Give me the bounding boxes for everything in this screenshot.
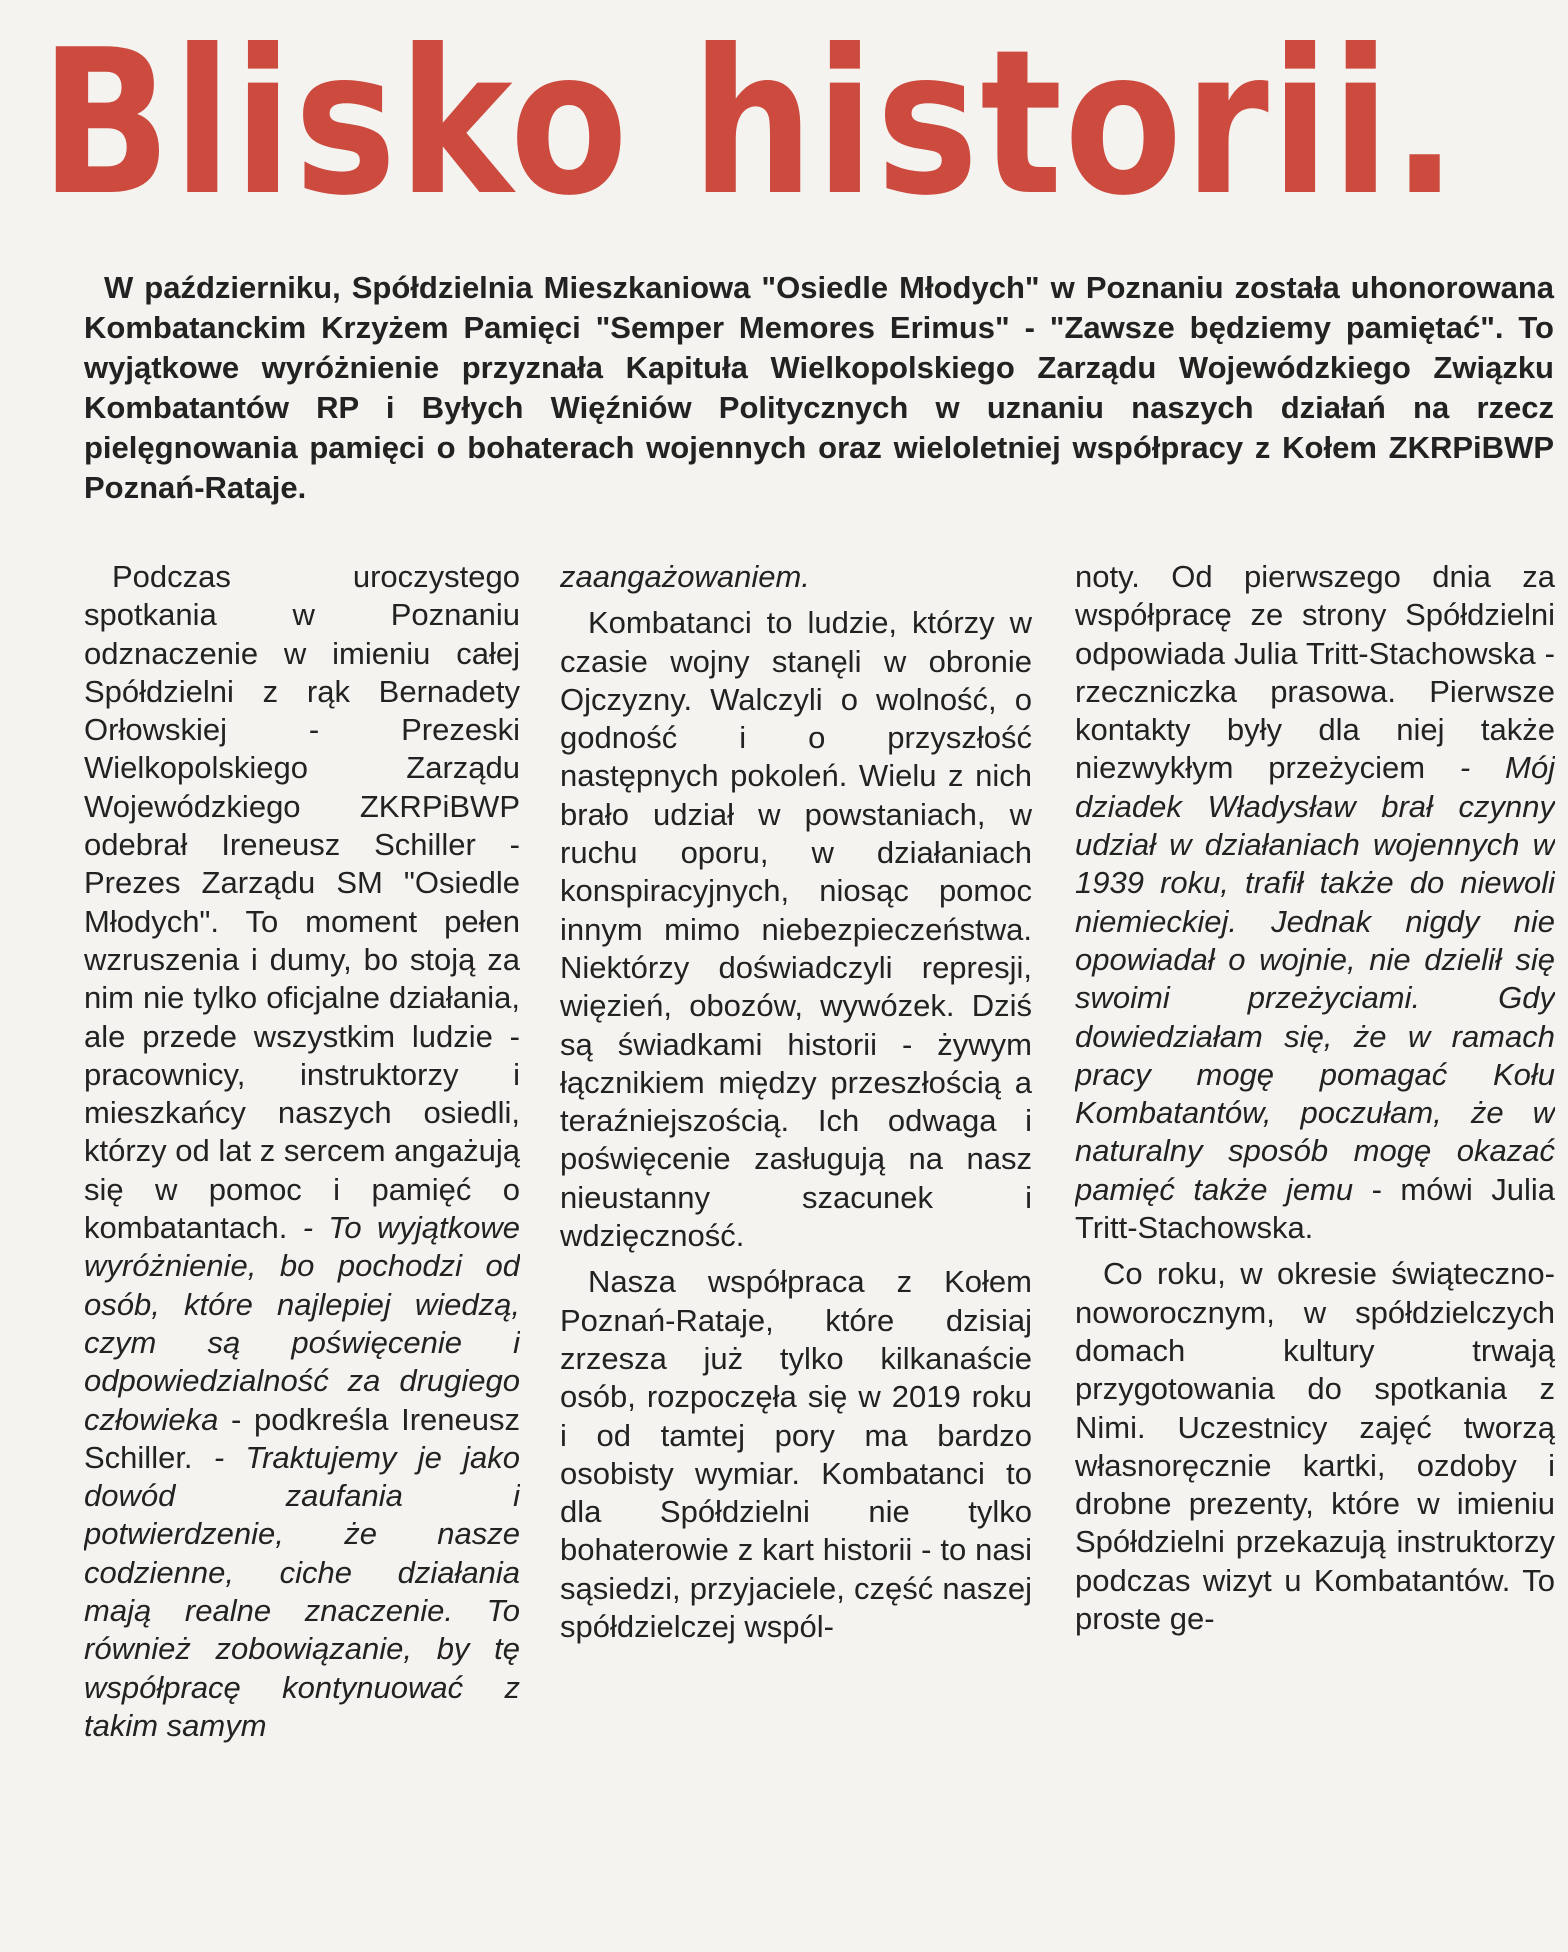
article-column-2 — [560, 558, 1032, 1948]
lead-paragraph: W październiku, Spółdzielnia Mieszkaniowa "Osiedle Młodych" w Poznaniu została uhonorowana Kombatanckim Krzyżem Pamięci "Semper Memores Erimus" - "Zawsze będziemy pamiętać". To wyjątkowe wyróżnienie przyznała Kapituła Wielkopolskiego Zarządu Wojewódzkiego Związku Kombatantów RP i Byłych Więźniów Politycznych w uznaniu naszych działań na rzecz pielęgnowania pamięci o bohaterach wojennych oraz wieloletniej współpracy z Kołem ZKRPiBWP Poznań-Rataje. — [84, 270, 1554, 505]
paragraph-2: Kombatanci to ludzie, którzy w czasie wojny stanęli w obronie Ojczyzny. Walczyli o wolność, o godność i o przyszłość następnych pokoleń. Wielu z nich brało udział w powstaniach, w ruchu oporu, w działaniach konspiracyjnych, niosąc pomoc innym mimo niebezpieczeństwa. Niektórzy doświadczyli represji, więzień, obozów, wywózek. Dziś są świadkami historii - żywym łącznikiem między przeszłością a teraźniejszością. Ich odwaga i poświęcenie zasługują na nasz nieustanny szacunek i wdzięczność. — [560, 605, 1032, 1254]
paragraph-1 — [84, 558, 520, 1745]
paragraph-4: Co roku, w okresie świąteczno-noworocznym, w spółdzielczych domach kultury trwają przygotowania do spotkania z Nimi. Uczestnicy zajęć tworzą własnoręcznie kartki, ozdoby i drobne prezenty, które w imieniu Spółdzielni przekazują instruktorzy podczas wizyt u Kombatantów. To proste ge- — [1075, 1256, 1555, 1637]
paragraph-1-continued — [560, 558, 1032, 596]
body-text: noty. Od pierwszego dnia za współpracę ze strony Spółdzielni odpowiada Julia Tritt-Stachowska - rzeczniczka prasowa. Pierwsze kontakty były dla niej także niezwykłym przeżyciem — [1075, 559, 1555, 786]
quote-continued: zaangażowaniem. — [560, 559, 810, 594]
paragraph-3: Nasza współpraca z Kołem Poznań-Rataje, które dzisiaj zrzesza już tylko kilkanaście osób, rozpoczęła się w 2019 roku i od tamtej pory ma bardzo osobisty wymiar. Kombatanci to dla Spółdzielni nie tylko bohaterowie z kart historii - to nasi sąsiedzi, przyjaciele, część naszej spółdzielczej wspól- — [560, 1264, 1032, 1645]
body-text: Podczas uroczystego spotkania w Poznaniu odznaczenie w imieniu całej Spółdzielni z rąk Bernadety Orłowskiej - Prezeski Wielkopolskiego Zarządu Wojewódzkiego ZKRPiBWP odebrał Ireneusz Schiller - Prezes Zarządu SM "Osiedle Młodych". To moment pełen wzruszenia i dumy, bo stoją za nim nie tylko oficjalne działania, ale przede wszystkim ludzie - pracownicy, instruktorzy i mieszkańcy naszych osiedli, którzy od lat z sercem angażują się w pomoc i pamięć o kombatantach. — [84, 559, 520, 1246]
paragraph-3-continued — [1075, 558, 1555, 1247]
article-column-1 — [84, 558, 520, 1948]
quote-schiller-2: - Traktujemy je jako dowód zaufania i potwierdzenie, że nasze codzienne, ciche działania mają realne znaczenie. To również zobowiązanie, by tę współpracę kontynuować z takim samym — [84, 1439, 520, 1743]
quote-schiller-1: - To wyjątkowe wyróżnienie, bo pochodzi od osób, które najlepiej wiedzą, czym są poświęcenie i odpowiedzialność za drugiego człowieka — [84, 1210, 520, 1437]
quote-tritt-stachowska: - Mój dziadek Władysław brał czynny udział w działaniach wojennych w 1939 roku, trafił także do niewoli niemieckiej. Jednak nigdy nie opowiadał o wojnie, nie dzielił się swoimi przeżyciami. Gdy dowiedziałam się, że w ramach pracy mogę pomagać Kołu Kombatantów, poczułam, że w naturalny sposób mogę okazać pamięć także jemu — [1075, 750, 1555, 1207]
attribution-schiller: - podkreśla Ireneusz Schiller. — [84, 1401, 520, 1475]
article-column-3 — [1075, 558, 1555, 1948]
headline: Blisko historii. — [40, 7, 1459, 240]
attribution-tritt-stachowska: - mówi Julia Tritt-Stachowska. — [1075, 1171, 1555, 1246]
